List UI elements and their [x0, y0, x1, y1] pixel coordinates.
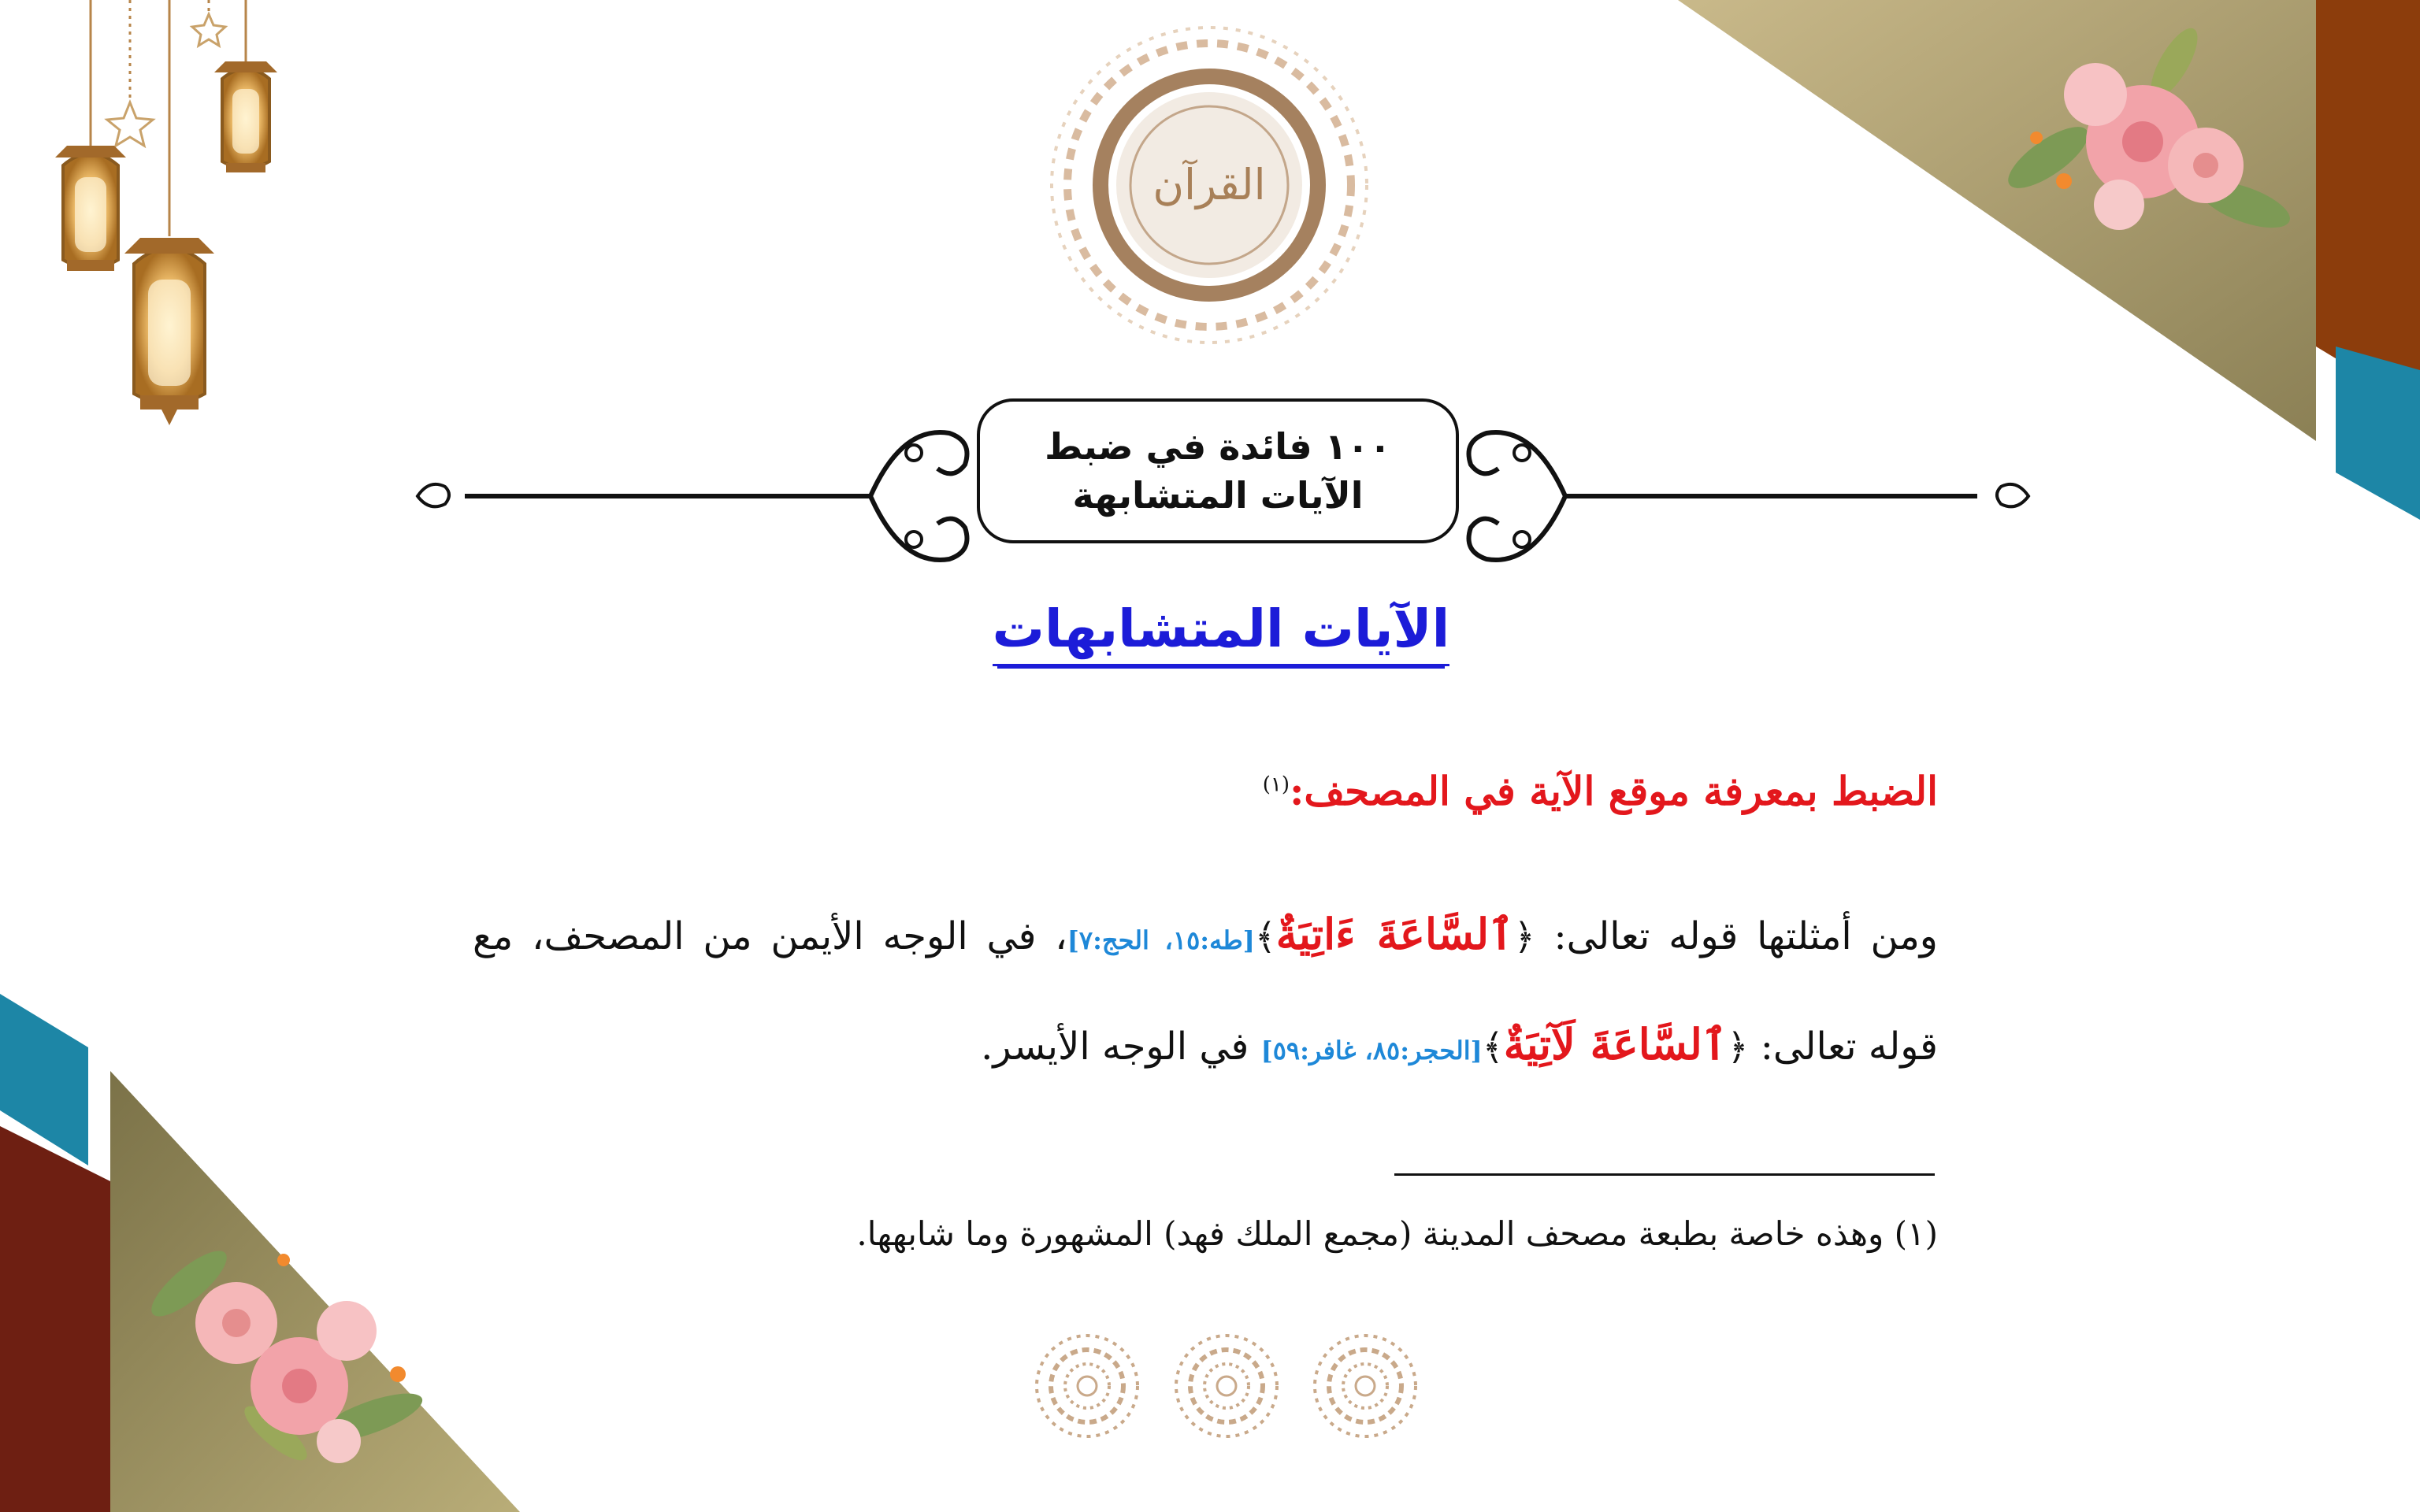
paragraph-text: ، في الوجه الأيمن من المصحف، مع قوله تعالى: — [473, 914, 1938, 1069]
teal-chevron-right — [2336, 346, 2420, 520]
footnote-marker: (١) — [1262, 773, 1290, 797]
quran-logo — [1052, 28, 1367, 343]
ayah-reference: [طه:١٥، الحج:٧] — [1067, 925, 1255, 955]
paragraph-text: ومن أمثلتها قوله تعالى: — [1535, 914, 1938, 958]
rosette-ornament — [1176, 1336, 1277, 1436]
rust-strip-right — [2316, 0, 2420, 410]
ornament-divider-right — [1469, 432, 2029, 560]
star-icon — [107, 14, 225, 146]
ayah-reference: [الحجر:٨٥، غافر:٥٩] — [1260, 1036, 1483, 1065]
logo-text: القرآن — [1152, 160, 1266, 209]
section-heading — [867, 598, 1576, 659]
footnote — [473, 1214, 1938, 1253]
lantern-icon — [214, 61, 277, 172]
main-paragraph — [473, 882, 1938, 1102]
section-heading-text: الآيات المتشابهات — [993, 598, 1450, 666]
ayah-text: ٱلسَّاعَةَ ءَاتِيَةٌ — [1275, 909, 1514, 959]
ornate-open-bracket: ﴿ — [1513, 915, 1535, 958]
ayah-text: ٱلسَّاعَةَ لَآتِيَةٌ — [1503, 1019, 1728, 1069]
ornate-open-bracket: ﴿ — [1727, 1025, 1749, 1068]
footnote-separator — [1394, 1173, 1935, 1176]
rosette-ornament — [1315, 1336, 1416, 1436]
badge-line-2: الآيات المتشابهة — [1072, 474, 1364, 517]
olive-wedge-top-right — [1678, 0, 2316, 441]
lantern-icon — [124, 238, 214, 425]
ornament-divider-left — [418, 432, 967, 560]
paragraph-text: في الوجه الأيسر. — [981, 1025, 1261, 1069]
ornate-close-bracket: ﴾ — [1254, 915, 1276, 958]
title-badge — [977, 398, 1459, 543]
maroon-block-bottom-left — [0, 1126, 110, 1512]
footnote-text: (١) وهذه خاصة بطبعة مصحف المدينة (مجمع الملك فهد) المشهورة وما شابهها. — [856, 1214, 1938, 1253]
subheading — [473, 768, 1938, 814]
ornate-close-bracket: ﴾ — [1482, 1025, 1504, 1068]
badge-line-1: ١٠٠ فائدة في ضبط — [1045, 425, 1391, 468]
subheading-text: الضبط بمعرفة موقع الآية في المصحف: — [1289, 768, 1938, 814]
rosette-ornament — [1037, 1336, 1138, 1436]
lantern-icon — [55, 146, 126, 271]
